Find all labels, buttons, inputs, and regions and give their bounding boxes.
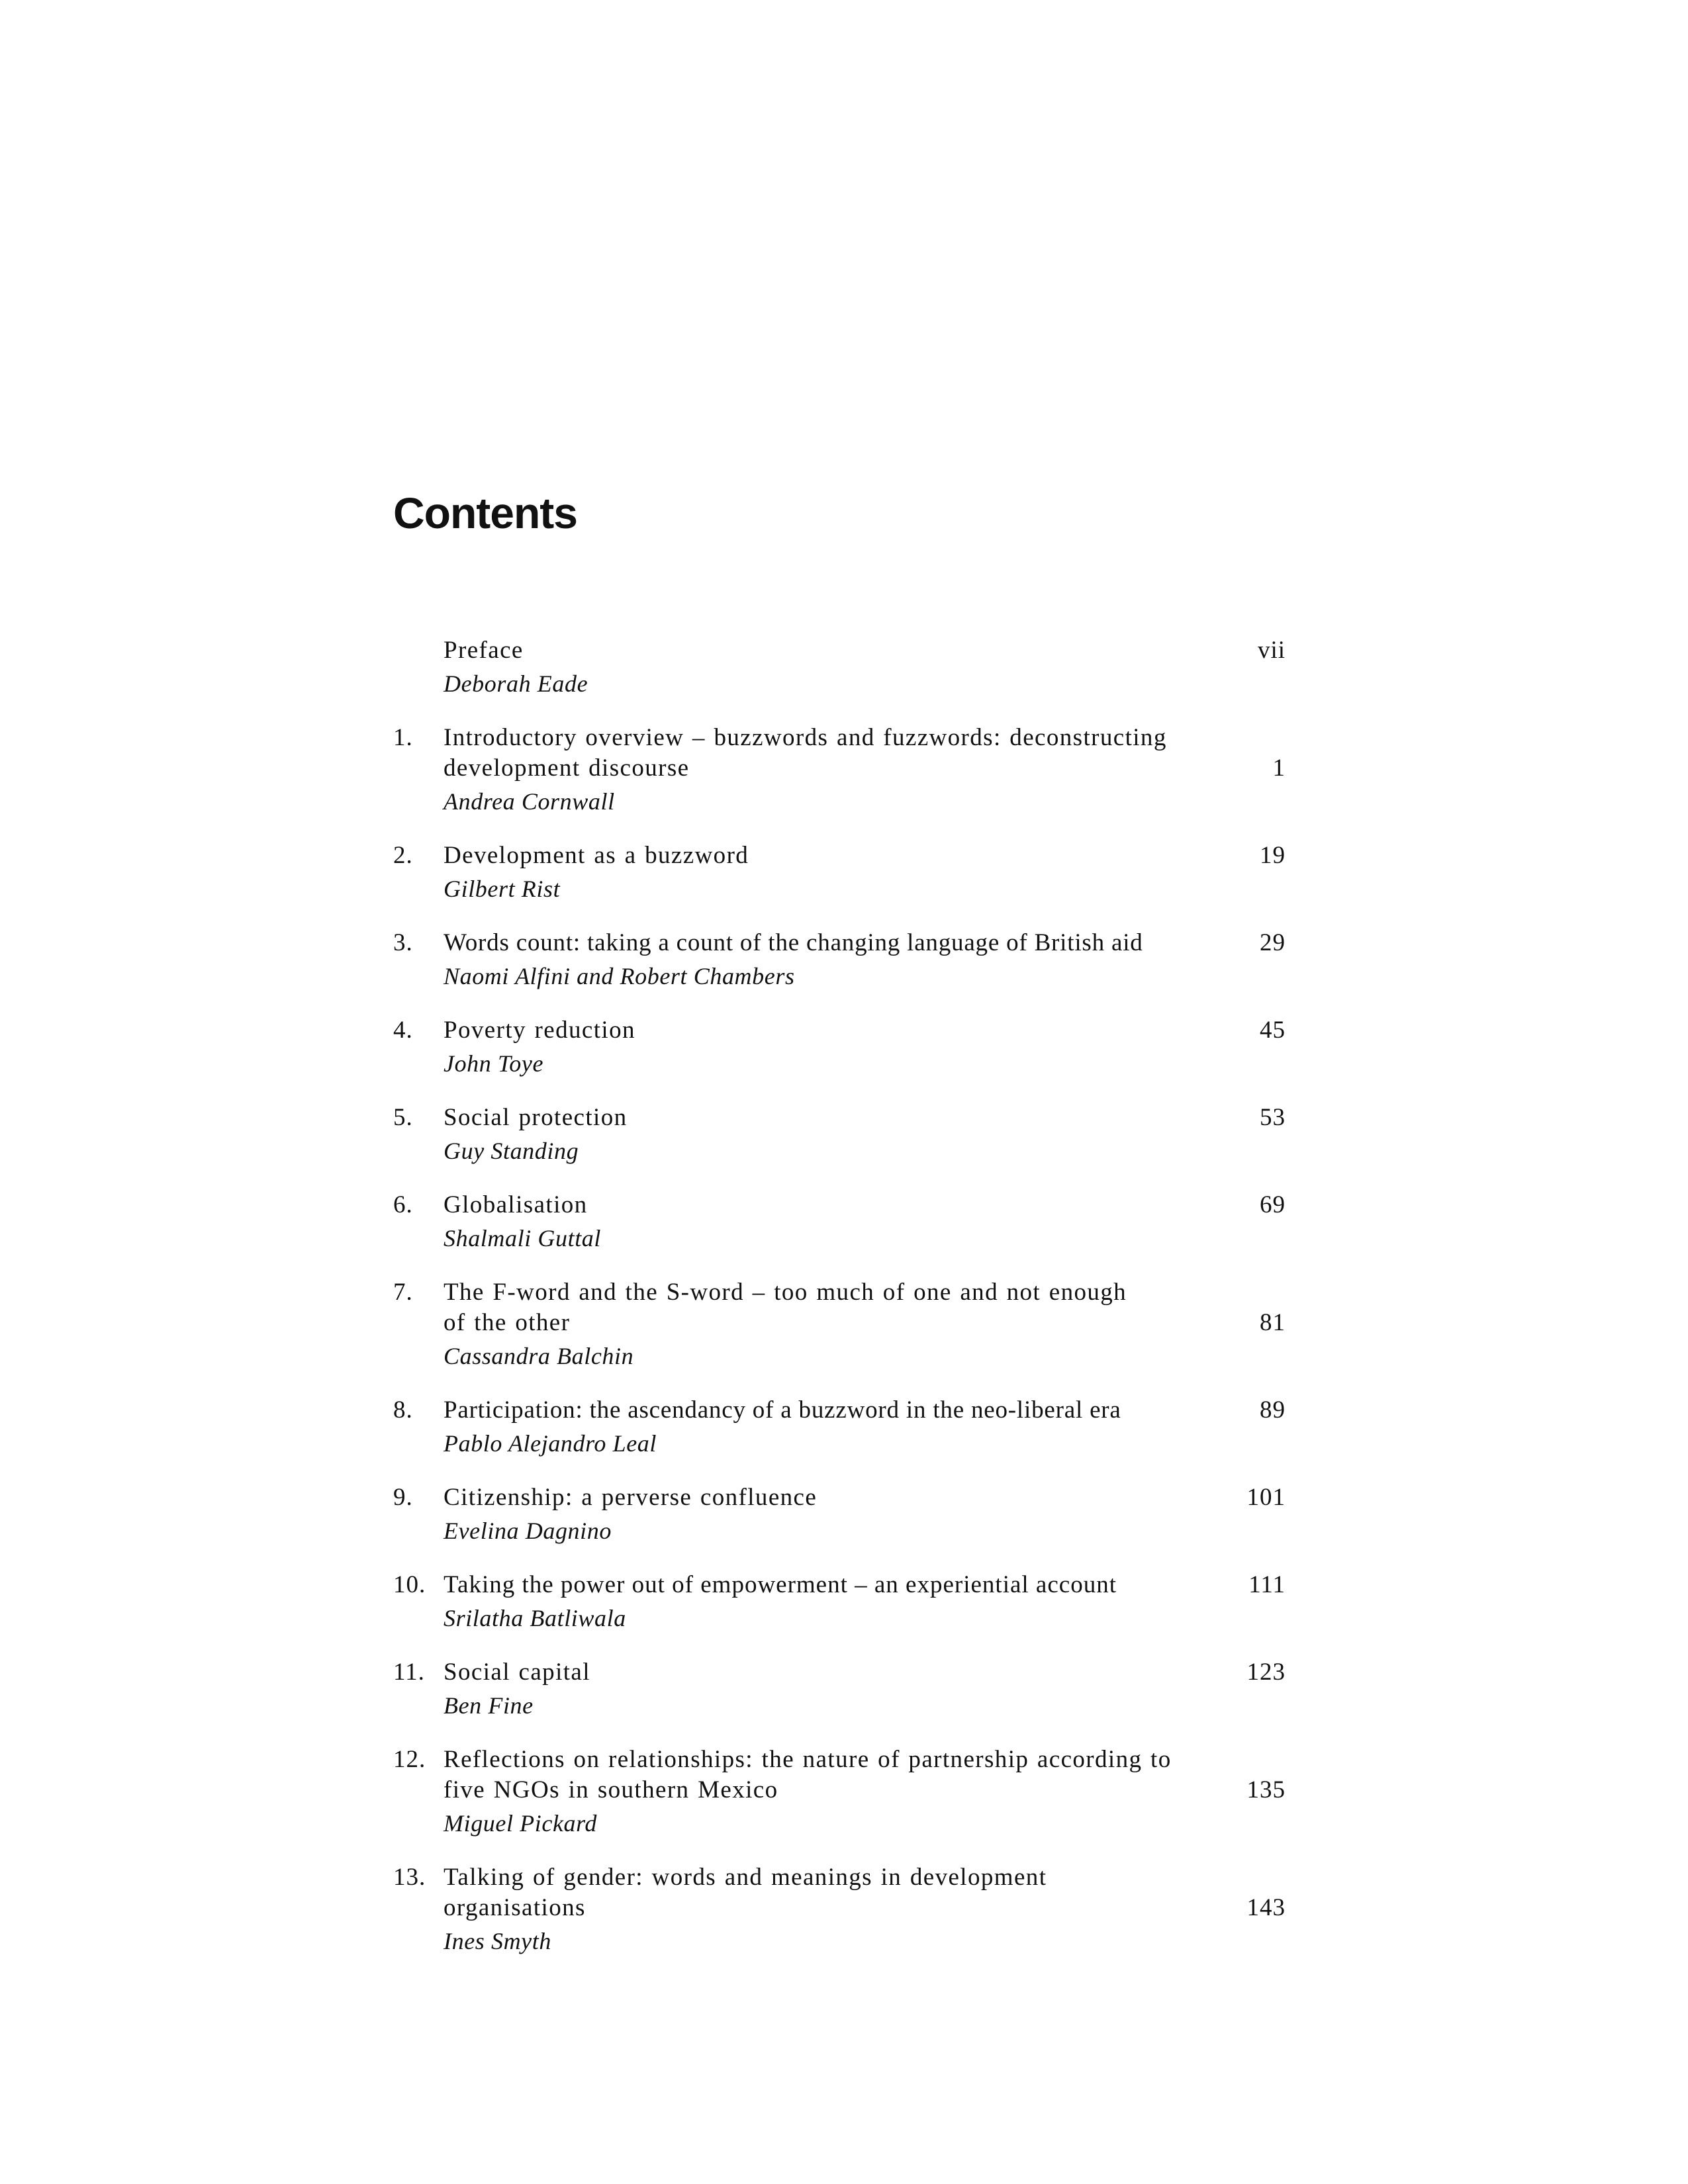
entry-body [444, 1745, 1180, 1841]
page-number: 111 [1248, 1571, 1286, 1598]
chapter-title: Poverty reduction [444, 1017, 635, 1044]
entry-body [444, 1657, 1206, 1723]
page-number: 53 [1260, 1104, 1286, 1131]
chapter-author: Ben Fine [444, 1692, 534, 1719]
toc-entry [393, 1745, 1286, 1841]
page-number: 45 [1260, 1017, 1286, 1044]
chapter-author: John Toye [444, 1050, 544, 1077]
chapter-number: 7. [393, 1279, 413, 1306]
chapter-author: Deborah Eade [444, 670, 588, 697]
toc-entry [393, 1395, 1286, 1461]
toc-entry [393, 1482, 1286, 1549]
page-number: 135 [1246, 1776, 1286, 1803]
page-number: 89 [1260, 1396, 1286, 1424]
page-number: 19 [1260, 842, 1286, 869]
page-title: Contents [393, 488, 577, 537]
chapter-number: 2. [393, 842, 413, 869]
entry-body [444, 1482, 1206, 1549]
chapter-title: Introductory overview – buzzwords and fuzzwords: deconstructing development discourse [444, 724, 1167, 782]
chapter-title: Social capital [444, 1659, 590, 1686]
chapter-title: Globalisation [444, 1191, 588, 1218]
table-of-contents [393, 635, 1286, 1980]
chapter-author: Shalmali Guttal [444, 1225, 602, 1251]
entry-body [444, 723, 1206, 819]
page-number: 123 [1246, 1659, 1286, 1686]
toc-entry [393, 1190, 1286, 1256]
page-number: 143 [1246, 1894, 1286, 1921]
chapter-author: Andrea Cornwall [444, 788, 615, 815]
toc-entry [393, 635, 1286, 702]
chapter-title: Social protection [444, 1104, 628, 1131]
chapter-number: 4. [393, 1017, 413, 1044]
entry-body [444, 928, 1239, 994]
entry-body [444, 635, 1206, 702]
toc-entry [393, 928, 1286, 994]
toc-entry [393, 1657, 1286, 1723]
chapter-title: Reflections on relationships: the nature of partnership according to five NGOs in southern Mexico [444, 1746, 1172, 1803]
page-number: 101 [1246, 1484, 1286, 1511]
page-number: 29 [1260, 929, 1286, 956]
chapter-author: Guy Standing [444, 1138, 579, 1164]
chapter-title: Preface [444, 637, 524, 664]
toc-entry [393, 1277, 1286, 1374]
toc-entry [393, 723, 1286, 819]
chapter-author: Miguel Pickard [444, 1810, 597, 1837]
chapter-number: 3. [393, 929, 413, 956]
chapter-number: 8. [393, 1396, 413, 1424]
chapter-title: Taking the power out of empowerment – an experiential account [444, 1571, 1117, 1598]
page-number: 1 [1272, 754, 1286, 782]
entry-body [444, 841, 1206, 907]
chapter-title: Development as a buzzword [444, 842, 749, 869]
entry-body [444, 1015, 1206, 1081]
chapter-number: 9. [393, 1484, 413, 1511]
entry-body [444, 1103, 1206, 1169]
page-number: vii [1257, 637, 1286, 664]
chapter-number: 11. [393, 1659, 425, 1686]
chapter-author: Pablo Alejandro Leal [444, 1430, 657, 1457]
entry-body [444, 1862, 1100, 1959]
chapter-author: Cassandra Balchin [444, 1343, 634, 1369]
chapter-number: 13. [393, 1864, 426, 1891]
page-number: 69 [1260, 1191, 1286, 1218]
chapter-author: Naomi Alfini and Robert Chambers [444, 963, 795, 989]
entry-body [444, 1190, 1206, 1256]
toc-entry [393, 841, 1286, 907]
chapter-title: Words count: taking a count of the changing language of British aid [444, 929, 1143, 956]
chapter-title: The F-word and the S-word – too much of one and not enough of the other [444, 1279, 1127, 1336]
entry-body [444, 1395, 1239, 1461]
chapter-author: Gilbert Rist [444, 876, 561, 902]
toc-entry [393, 1862, 1286, 1959]
toc-entry [393, 1103, 1286, 1169]
chapter-number: 1. [393, 724, 413, 751]
chapter-number: 6. [393, 1191, 413, 1218]
entry-body [444, 1277, 1153, 1374]
chapter-title: Citizenship: a perverse confluence [444, 1484, 818, 1511]
chapter-title: Participation: the ascendancy of a buzzword in the neo-liberal era [444, 1396, 1121, 1424]
chapter-number: 12. [393, 1746, 426, 1773]
page-number: 81 [1260, 1309, 1286, 1336]
chapter-number: 10. [393, 1571, 426, 1598]
chapter-number: 5. [393, 1104, 413, 1131]
chapter-author: Srilatha Batliwala [444, 1605, 626, 1631]
chapter-author: Evelina Dagnino [444, 1518, 612, 1544]
entry-body [444, 1570, 1233, 1636]
toc-entry [393, 1570, 1286, 1636]
chapter-author: Ines Smyth [444, 1928, 551, 1954]
toc-entry [393, 1015, 1286, 1081]
chapter-title: Talking of gender: words and meanings in development organisations [444, 1864, 1047, 1921]
